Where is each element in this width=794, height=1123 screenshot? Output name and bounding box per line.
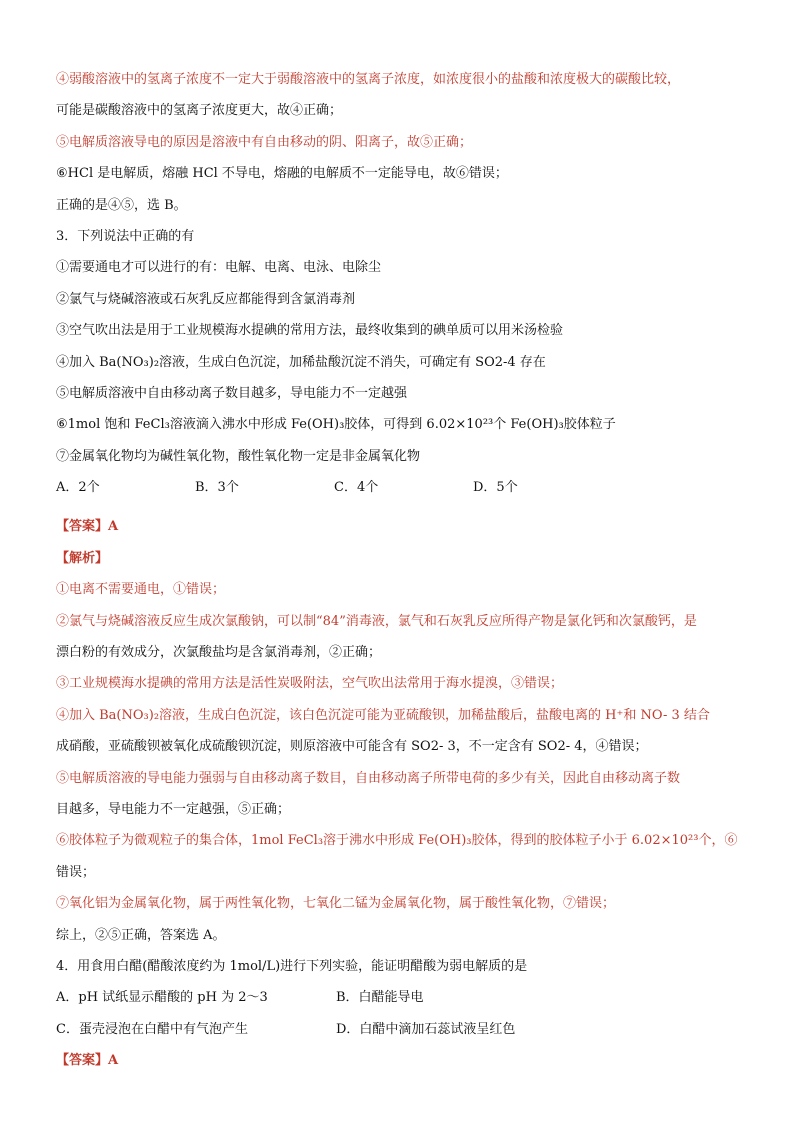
- option-d: D．白醋中滴加石蕊试液呈红色: [336, 1021, 516, 1037]
- option-a: A．2个: [56, 480, 100, 496]
- statement-item: ②氯气与烧碱溶液或石灰乳反应都能得到含氯消毒剂: [56, 291, 356, 307]
- analysis-line: ③工业规模海水提碘的常用方法是活性炭吸附法，空气吹出法常用于海水提溴，③错误；: [56, 676, 564, 692]
- statement-item: ③空气吹出法是用于工业规模海水提碘的常用方法，最终收集到的碘单质可以用米汤检验: [56, 323, 564, 339]
- option-a: A．pH 试纸显示醋酸的 pH 为 2～3: [56, 990, 268, 1006]
- analysis-conclusion: 综上，②⑤正确，答案选 A。: [56, 927, 226, 943]
- statement-item: ⑥1mol 饱和 FeCl₃溶液滴入沸水中形成 Fe(OH)₃胶体，可得到 6.02×10²³个 Fe(OH)₃胶体粒子: [56, 417, 616, 433]
- option-d: D．5个: [473, 480, 518, 496]
- analysis-line: ⑥胶体粒子为微观粒子的集合体，1mol FeCl₃溶于沸水中形成 Fe(OH)₃胶体，得到的胶体粒子小于 6.02×10²³个，⑥: [56, 833, 738, 849]
- answer-label: 【答案】A: [56, 519, 119, 535]
- document-page: [56, 64, 746, 1077]
- analysis-line: 成硝酸，亚硫酸钡被氧化成硫酸钡沉淀，则原溶液中可能含有 SO2- 3，不一定含有 SO2- 4，④错误；: [56, 739, 648, 755]
- option-c: C．蛋壳浸泡在白醋中有气泡产生: [56, 1021, 248, 1037]
- analysis-line: 可能是碳酸溶液中的氢离子浓度更大，故④正确；: [56, 103, 343, 119]
- option-b: B．白醋能导电: [336, 990, 424, 1006]
- statement-item: ⑦金属氧化物均为碱性氧化物，酸性氧化物一定是非金属氧化物: [56, 448, 421, 464]
- analysis-conclusion: 正确的是④⑤，选 B。: [56, 197, 187, 213]
- analysis-line: ④弱酸溶液中的氢离子浓度不一定大于弱酸溶液中的氢离子浓度，如浓度很小的盐酸和浓度极大的碳酸比较，: [56, 72, 681, 87]
- option-c: C．4个: [334, 480, 379, 496]
- top-analysis: [56, 64, 746, 221]
- answer-options: [56, 1014, 746, 1045]
- answer-options: [56, 472, 746, 503]
- analysis-line: 错误；: [56, 864, 96, 880]
- analysis-line: ①电离不需要通电，①错误；: [56, 582, 226, 598]
- analysis-line: ⑦氧化铝为金属氧化物，属于两性氧化物，七氧化二锰为金属氧化物，属于酸性氧化物，⑦错误；: [56, 896, 616, 912]
- statement-item: ④加入 Ba(NO₃)₂溶液，生成白色沉淀，加稀盐酸沉淀不消失，可确定有 SO2-4 存在: [56, 354, 546, 370]
- question-stem: 3．下列说法中正确的有: [56, 228, 195, 244]
- statement-item: ⑤电解质溶液中自由移动离子数目越多，导电能力不一定越强: [56, 385, 408, 401]
- answer-label: 【答案】A: [56, 1053, 119, 1069]
- analysis-line: ⑥HCl 是电解质，熔融 HCl 不导电，熔融的电解质不一定能导电，故⑥错误；: [56, 166, 508, 182]
- analysis-line: 目越多，导电能力不一定越强，⑤正确；: [56, 801, 291, 817]
- analysis-line: ⑤电解质溶液的导电能力强弱与自由移动离子数目，自由移动离子所带电荷的多少有关，因此自由移动离子数: [56, 770, 681, 786]
- analysis-label: 【解析】: [56, 550, 109, 566]
- option-b: B．3个: [195, 480, 239, 496]
- analysis-line: ④加入 Ba(NO₃)₂溶液，生成白色沉淀，该白色沉淀可能为亚硫酸钡，加稀盐酸后，盐酸电离的 H⁺和 NO- 3 结合: [56, 707, 710, 723]
- analysis-line: ②氯气与烧碱溶液反应生成次氯酸钠，可以制“84”消毒液，氯气和石灰乳反应所得产物是氯化钙和次氯酸钙，是: [56, 613, 697, 629]
- question-stem: 4．用食用白醋(醋酸浓度约为 1mol/L)进行下列实验，能证明醋酸为弱电解质的是: [56, 958, 528, 974]
- question-4: [56, 951, 746, 1077]
- analysis-line: ⑤电解质溶液导电的原因是溶液中有自由移动的阴、阳离子，故⑤正确；: [56, 134, 473, 150]
- analysis-line: 漂白粉的有效成分，次氯酸盐均是含氯消毒剂，②正确；: [56, 645, 382, 661]
- answer-options: [56, 982, 746, 1013]
- question-3: [56, 221, 746, 951]
- statement-item: ①需要通电才可以进行的有：电解、电离、电泳、电除尘: [56, 260, 382, 276]
